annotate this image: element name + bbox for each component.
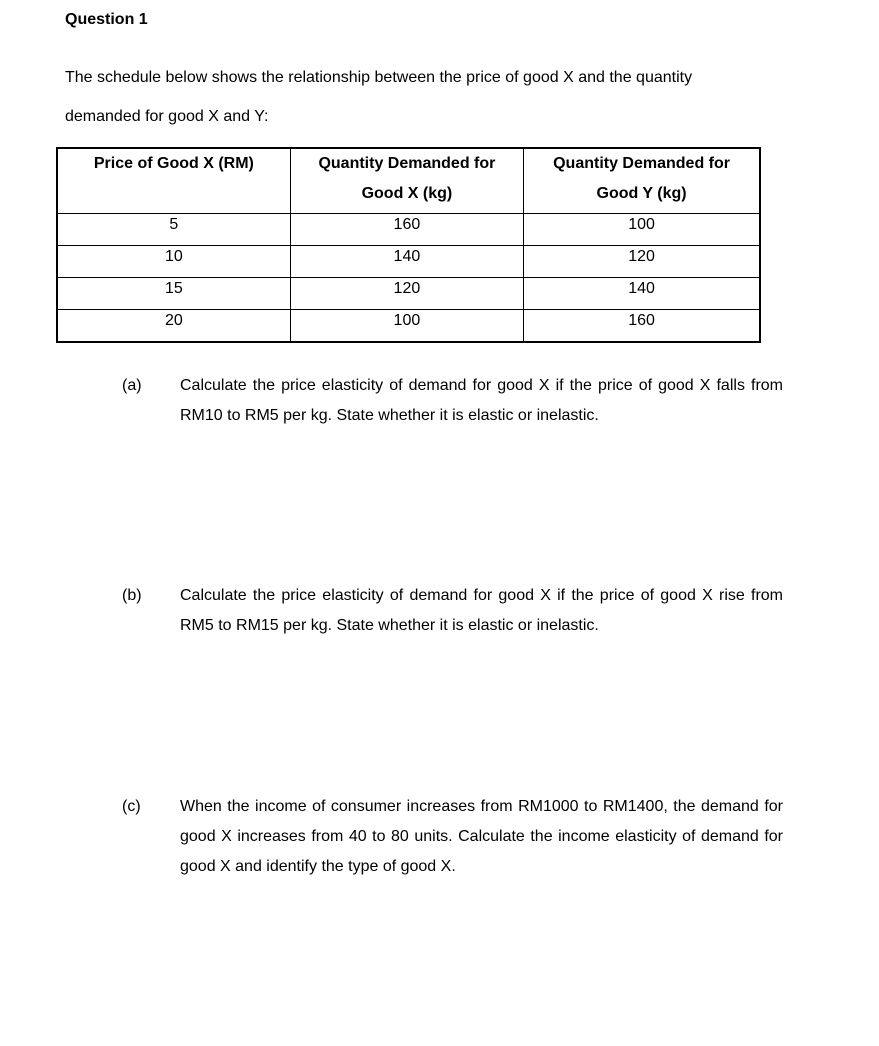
header-text: Quantity Demanded for [553,155,730,172]
header-quantity-good-y [524,148,760,214]
intro-line-2: demanded for good X and Y: [65,108,269,125]
table-cell-price: 15 [57,278,290,310]
intro-line-1: The schedule below shows the relationship between the price of good X and the quantity [65,69,693,86]
question-title: Question 1 [65,11,148,28]
table-cell-qty-y: 100 [524,214,760,246]
header-text: Quantity Demanded for [318,155,496,172]
header-quantity-good-x [290,148,523,214]
header-text: Price of Good X (RM) [93,155,254,172]
part-c-text: When the income of consumer increases from RM1000 to RM1400, the demand for good X increases from 40 to 80 units. Calculate the income elasticity of demand for good X and identify the type of good X. [180,798,783,875]
table-row [57,214,760,246]
table-row [57,246,760,278]
question-intro [65,58,785,136]
table-cell-qty-x: 100 [290,310,523,343]
header-text: Good X (kg) [361,185,453,202]
table-cell-price: 5 [57,214,290,246]
part-c-label: (c) [122,798,141,815]
table-cell-qty-x: 160 [290,214,523,246]
table-cell-price: 10 [57,246,290,278]
part-a-text: Calculate the price elasticity of demand for good X if the price of good X falls from RM10 to RM5 per kg. State whether it is elastic or inelastic. [180,377,783,424]
table-cell-qty-y: 140 [524,278,760,310]
table-cell-qty-x: 140 [290,246,523,278]
table-cell-qty-y: 120 [524,246,760,278]
header-text: Good Y (kg) [596,185,687,202]
header-price-good-x [57,148,290,214]
part-b-text: Calculate the price elasticity of demand for good X if the price of good X rise from RM5 to RM15 per kg. State whether it is elastic or inelastic. [180,587,783,634]
table-row [57,278,760,310]
table-cell-qty-x: 120 [290,278,523,310]
table-header-row [57,148,760,214]
part-a-label: (a) [122,377,142,394]
part-b-label: (b) [122,587,142,604]
table-cell-qty-y: 160 [524,310,760,343]
table-row [57,310,760,343]
demand-schedule-table [56,147,761,343]
table-cell-price: 20 [57,310,290,343]
